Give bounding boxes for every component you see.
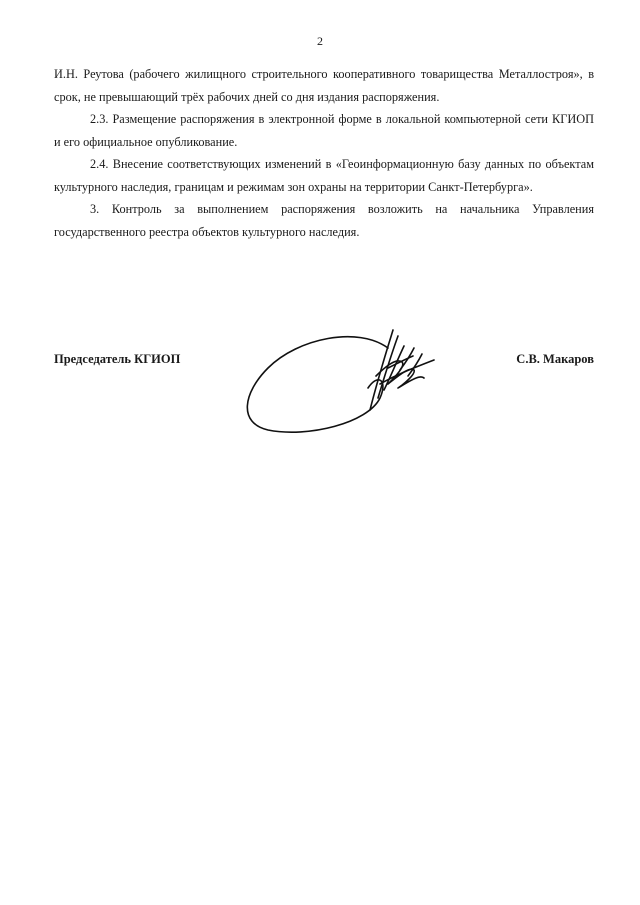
document-body (54, 63, 594, 243)
paragraph-2-4: 2.4. Внесение соответствующих изменений в «Геоинформационную базу данных по объектам культурного наследия, границам и режимам зон охраны на территории Санкт-Петербурга». (54, 157, 594, 194)
paragraph-continuation: И.Н. Реутова (рабочего жилищного строительного кооперативного товарищества Металлостроя», в срок, не превышающий трёх рабочих дней со дня издания распоряжения. (54, 67, 594, 104)
signer-name: С.В. Макаров (516, 352, 594, 366)
paragraph-3: 3. Контроль за выполнением распоряжения возложить на начальника Управления государственного реестра объектов культурного наследия. (54, 202, 594, 239)
handwritten-signature-icon (238, 318, 458, 438)
signer-title: Председатель КГИОП (54, 352, 181, 366)
page-number: 2 (317, 34, 323, 48)
paragraph-2-3: 2.3. Размещение распоряжения в электронной форме в локальной компьютерной сети КГИОП и его официальное опубликование. (54, 112, 594, 149)
